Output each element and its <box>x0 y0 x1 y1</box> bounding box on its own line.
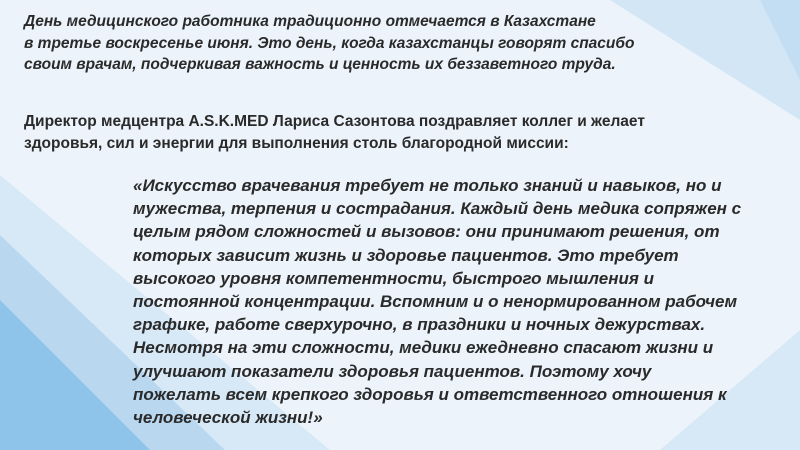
quote-line: Несмотря на эти сложности, медики ежедневно спасают жизни и <box>133 338 714 358</box>
quote-line: человеческой жизни!» <box>133 408 323 428</box>
intro-line: День медицинского работника традиционно отмечается в Казахстане <box>24 13 596 30</box>
intro-line: в третье воскресенье июня. Это день, когда казахстанцы говорят спасибо <box>24 34 635 52</box>
quote-line: пожелать всем крепкого здоровья и ответственного отношения к <box>133 384 727 404</box>
director-paragraph <box>24 111 744 154</box>
director-line: здоровья, сил и энергии для выполнения столь благородной миссии: <box>24 134 569 152</box>
quote-line: которых зависит жизнь и здоровье пациентов. Это требует <box>133 245 679 265</box>
quote-line: постоянной концентрации. Вспомним и о ненормированном рабочем <box>133 292 738 312</box>
quote-line: «Искусство врачевания требует не только знаний и навыков, но и <box>133 176 722 195</box>
quote-line: целым рядом сложностей и вызовов: они принимают решения, от <box>133 222 720 242</box>
intro-paragraph <box>24 11 704 76</box>
quote-line: высокого уровня компетентности, быстрого мышления и <box>133 268 654 288</box>
intro-line: своим врачам, подчеркивая важность и ценность их беззаветного труда. <box>24 56 616 73</box>
director-line: Директор медцентра A.S.K.MED Лариса Сазонтова поздравляет коллег и желает <box>24 113 645 130</box>
quote-line: мужества, терпения и сострадания. Каждый день медика сопряжен с <box>133 199 742 219</box>
director-quote <box>133 174 783 429</box>
quote-line: графике, работе сверхурочно, в праздники и ночных дежурствах. <box>133 315 706 335</box>
quote-line: улучшают показатели здоровья пациентов. Поэтому хочу <box>133 361 652 381</box>
